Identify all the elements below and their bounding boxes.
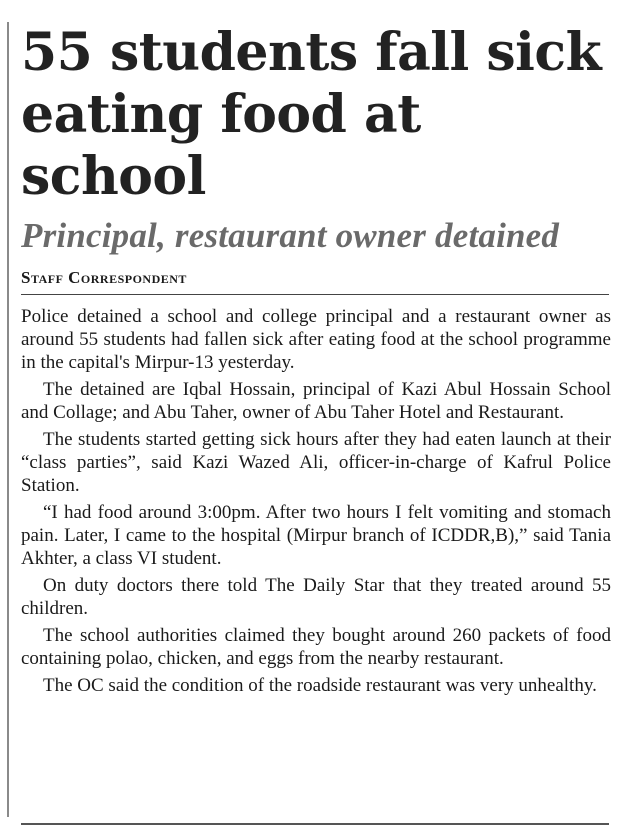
paragraph: The OC said the condition of the roadside restaurant was very unhealthy. <box>43 675 597 696</box>
paragraph: On duty doctors there told The Daily Star that they treated around 55 children. <box>21 575 611 619</box>
headline <box>21 22 611 208</box>
paragraph: The school authorities claimed they bought around 260 packets of food containing polao, chicken, and eggs from the nearby restaurant. <box>21 625 611 669</box>
column-left-rule <box>7 22 9 817</box>
subheadline: Principal, restaurant owner detained <box>21 216 560 255</box>
paragraph: “I had food around 3:00pm. After two hours I felt vomiting and stomach pain. Later, I came to the hospital (Mirpur branch of ICDDR,B),” said Tania Akhter, a class VI student. <box>21 502 611 569</box>
bottom-divider <box>21 823 609 825</box>
paragraph: The students started getting sick hours after they had eaten launch at their “class parties”, said Kazi Wazed Ali, officer-in-charge of Kafrul Police Station. <box>21 429 611 496</box>
paragraph: Police detained a school and college principal and a restaurant owner as around 55 students had fallen sick after eating food at the school programme in the capital's Mirpur-13 yesterday. <box>21 306 611 373</box>
byline-divider <box>21 294 609 295</box>
news-article <box>21 22 611 701</box>
article-body <box>21 305 611 697</box>
paragraph: The detained are Iqbal Hossain, principal of Kazi Abul Hossain School and Collage; and Abu Taher, owner of Abu Taher Hotel and Restaurant. <box>21 379 611 423</box>
headline-text: 55 students fall sick eating food at school <box>21 22 602 207</box>
byline: Staff Correspondent <box>21 268 187 287</box>
